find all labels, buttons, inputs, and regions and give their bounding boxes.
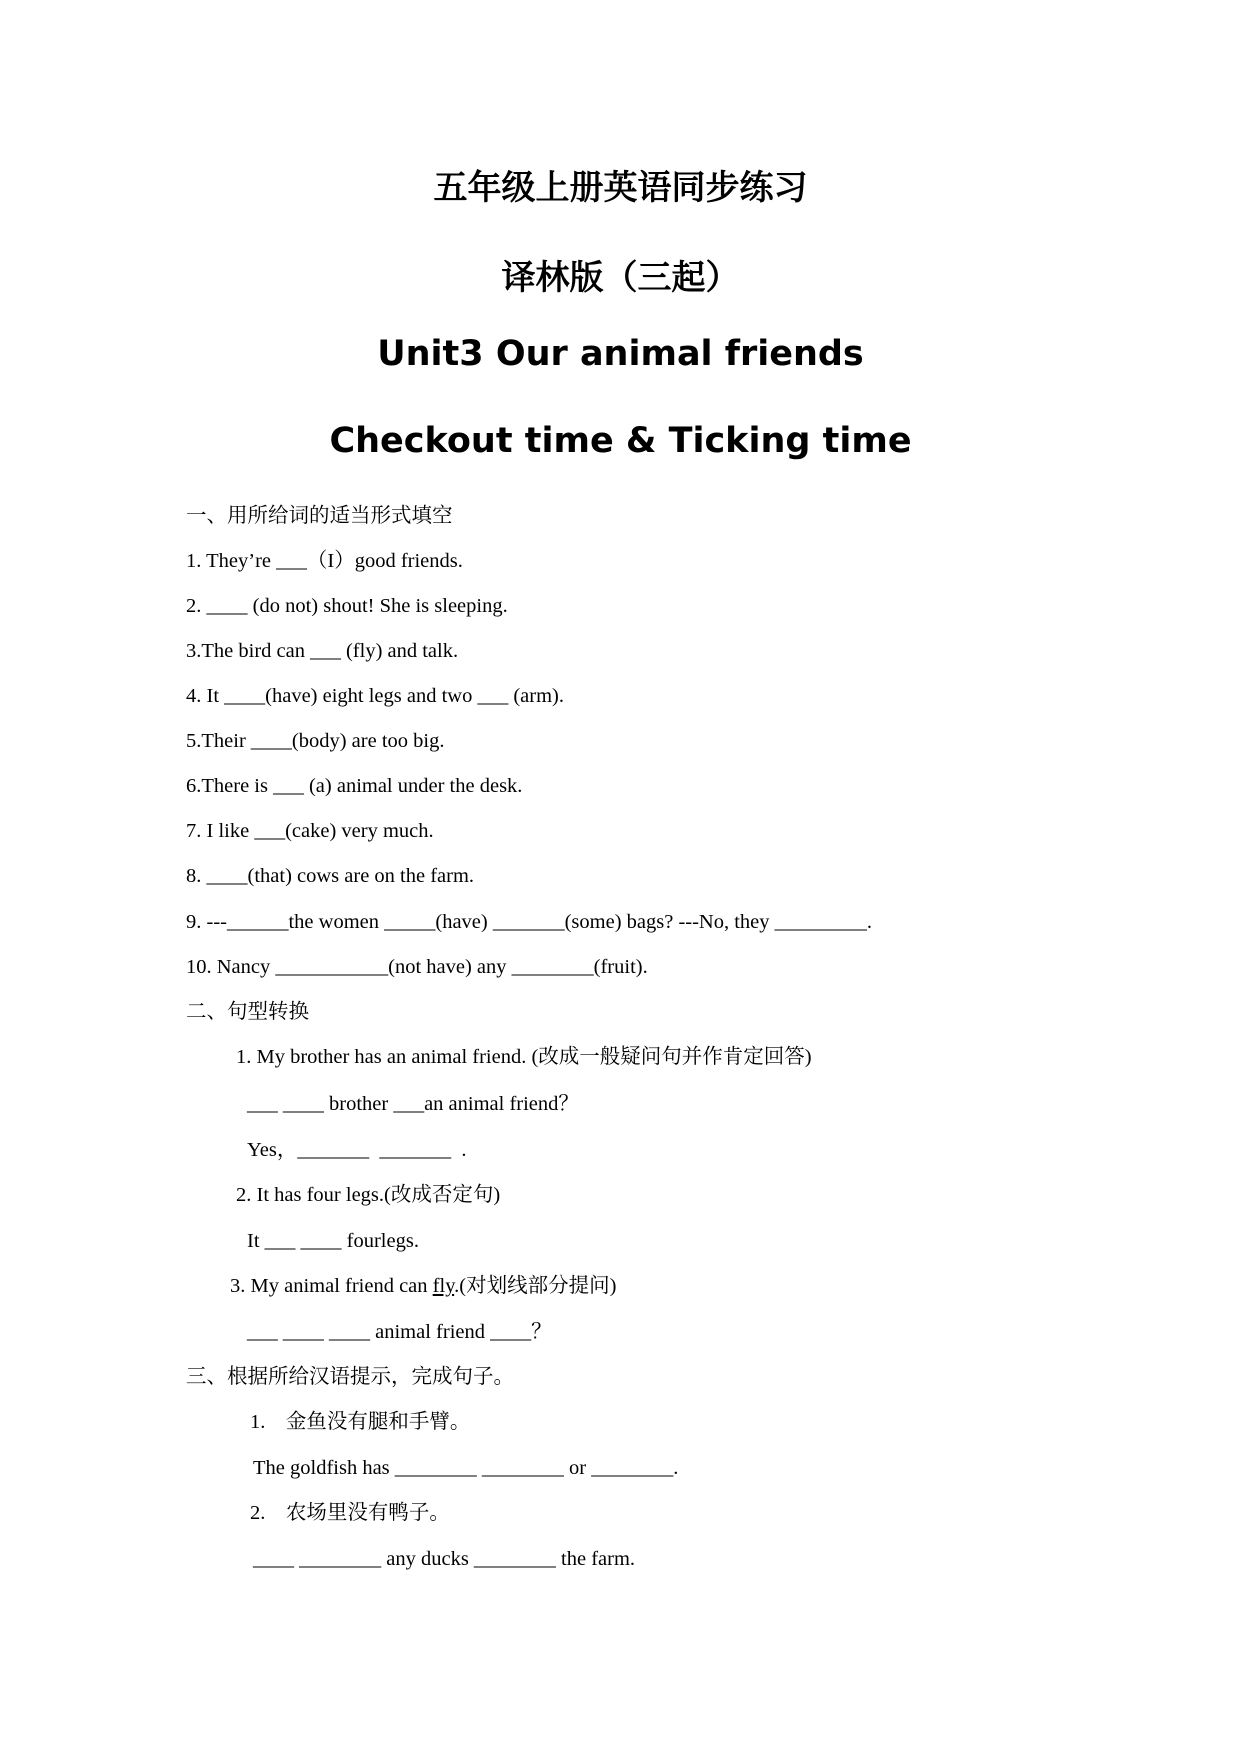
section-3-heading: 三、根据所给汉语提示，完成句子。	[186, 1366, 514, 1388]
title-grade: 五年级上册英语同步练习	[433, 168, 808, 208]
title-unit: Unit3 Our animal friends	[377, 334, 864, 374]
section-2-question-3-underlined-word: fly	[432, 1275, 455, 1297]
section-1-item-6: 6.There is ___ (a) animal under the desk.	[186, 775, 523, 797]
section-3-question-2: 2. 农场里没有鸭子。	[250, 1502, 450, 1524]
section-1-heading: 一、用所给词的适当形式填空	[186, 505, 453, 527]
section-2-question-1: 1. My brother has an animal friend. (改成一般疑问句并作肯定回答)	[236, 1046, 812, 1068]
title-lesson: Checkout time & Ticking time	[329, 421, 912, 461]
section-2-question-3-answer: ___ ____ ____ animal friend ____？	[247, 1321, 552, 1343]
section-1-item-5: 5.Their ____(body) are too big.	[186, 730, 445, 752]
section-1-item-8: 8. ____(that) cows are on the farm.	[186, 865, 475, 887]
section-1-item-2: 2. ____ (do not) shout! She is sleeping.	[186, 595, 508, 617]
section-2-question-3	[230, 1272, 616, 1300]
section-2-question-1-answer-a: ___ ____ brother ___an animal friend？	[247, 1093, 579, 1115]
section-2-heading: 二、句型转换	[186, 1001, 309, 1023]
section-1-item-1: 1. They’re ___（I）good friends.	[186, 550, 463, 572]
section-1-item-3: 3.The bird can ___ (fly) and talk.	[186, 640, 459, 662]
section-2-question-2: 2. It has four legs.(改成否定句)	[236, 1184, 501, 1206]
section-3-question-1: 1. 金鱼没有腿和手臂。	[250, 1411, 471, 1433]
section-2-question-2-answer: It ___ ____ fourlegs.	[247, 1230, 419, 1252]
section-2-question-1-answer-b: Yes，_______ _______ .	[247, 1139, 467, 1161]
section-1-item-4: 4. It ____(have) eight legs and two ___ (arm).	[186, 685, 565, 707]
section-1-item-10: 10. Nancy ___________(not have) any ________(fruit).	[186, 956, 648, 978]
section-1-item-9: 9. ---______the women _____(have) _______(some) bags? ---No, they _________.	[186, 911, 873, 933]
section-2-question-3-prefix: 3. My animal friend can	[230, 1275, 433, 1297]
section-3-question-2-answer: ____ ________ any ducks ________ the farm.	[253, 1548, 636, 1570]
title-edition: 译林版（三起）	[501, 258, 740, 298]
section-3-question-1-answer: The goldfish has ________ ________ or ________.	[253, 1457, 679, 1479]
section-2-question-3-suffix: .(对划线部分提问)	[454, 1275, 617, 1297]
section-1-item-7: 7. I like ___(cake) very much.	[186, 820, 434, 842]
